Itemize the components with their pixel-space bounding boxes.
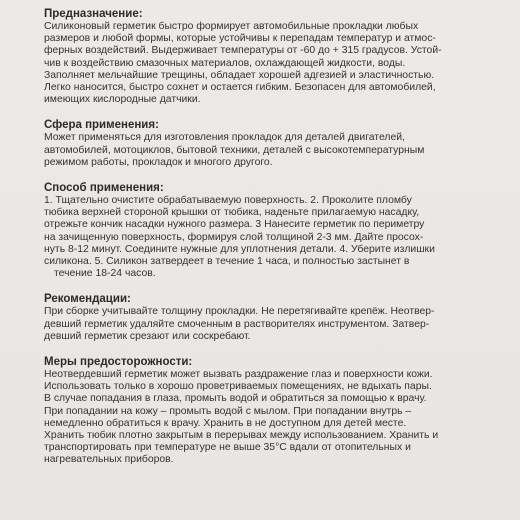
section-heading: Сфера применения: xyxy=(44,119,159,132)
section-heading: Рекомендации: xyxy=(44,293,131,306)
section-method xyxy=(44,182,498,280)
section-heading: Предназначение: xyxy=(44,8,143,20)
spacer xyxy=(44,169,498,182)
text-line: тюбика верхней стороной крышки от тюбика, наденьте прилагаемую насадку, xyxy=(44,207,420,219)
text-line: 1. Тщательно очистите обрабатываемую поверхность. 2. Проколите пломбу xyxy=(44,195,412,207)
spacer xyxy=(44,343,498,356)
section-purpose xyxy=(44,8,498,106)
text-line: девший герметик удаляйте смоченным в растворителях инструментом. Затвер- xyxy=(44,318,430,330)
text-line: силикона. 5. Силикон затвердеет в течение 1 часа, и полностью застынет в xyxy=(44,256,410,268)
section-heading: Меры предосторожности: xyxy=(44,356,193,369)
text-line: автомобилей, мотоциклов, бытовой техники, деталей с высокотемпературным xyxy=(44,144,425,156)
text-line: Хранить тюбик плотно закрытым в перерывах между использованием. Хранить и xyxy=(44,430,439,442)
text-line: Неотвердевший герметик может вызвать раздражение глаз и поверхности кожи. xyxy=(44,369,433,381)
text-line: нуть 8-12 минут. Соедините нужные для уплотнения детали. 4. Уберите излишки xyxy=(44,243,435,255)
text-line: Легко наносится, быстро сохнет и остается гибким. Безопасен для автомобилей, xyxy=(44,82,436,94)
text-line: имеющих кислородные датчики. xyxy=(44,94,201,106)
text-line: чив к воздействию смазочных материалов, охлаждающей жидкости, воды. xyxy=(44,57,406,69)
section-recommendations xyxy=(44,293,498,343)
text-line: Силиконовый герметик быстро формирует автомобильные прокладки любых xyxy=(44,21,419,32)
text-line: Использовать только в хорошо проветриваемых помещениях, не вдыхать пары. xyxy=(44,381,432,393)
text-line: девший герметик срезают или соскребают. xyxy=(44,330,251,342)
text-line: размеров и любой формы, которые устойчивы к перепадам температур и атмос- xyxy=(44,33,436,45)
text-line: немедленно обратиться к врачу. Хранить в не доступном для детей месте. xyxy=(44,417,407,429)
spacer xyxy=(44,280,498,293)
text-line: отрежьте кончик насадки нужного размера. 3 Нанесите герметик по периметру xyxy=(44,219,425,231)
text-line: течение 18-24 часов. xyxy=(54,268,156,280)
text-line: режимом работы, прокладок и многого другого. xyxy=(44,156,273,168)
text-line: транспортировать при температуре не выше 35°С вдали от отопительных и xyxy=(44,442,411,454)
section-application-area xyxy=(44,119,498,169)
text-line: ферных воздействий. Выдерживает температуры от -60 до + 315 градусов. Устой- xyxy=(44,45,442,57)
text-line: Заполняет мельчайшие трещины, обладает хорошей адгезией и эластичностью. xyxy=(44,69,435,81)
text-line: Может применяться для изготовления прокладок для деталей двигателей, xyxy=(44,132,405,144)
spacer xyxy=(44,106,498,119)
section-precautions xyxy=(44,356,498,467)
section-heading: Способ применения: xyxy=(44,182,164,195)
text-line: В случае попадания в глаза, промыть водой и обратиться за помощью к врачу. xyxy=(44,393,427,405)
text-line: нагревательных приборов. xyxy=(44,454,174,466)
text-line: При сборке учитывайте толщину прокладки. Не перетягивайте крепёж. Неотвер- xyxy=(44,306,435,318)
text-line: на зачищенную поверхность, формируя слой толщиной 2-3 мм. Дайте просох- xyxy=(44,231,424,243)
text-line: При попадании на кожу – промыть водой с мылом. При попадании внутрь – xyxy=(44,405,412,417)
